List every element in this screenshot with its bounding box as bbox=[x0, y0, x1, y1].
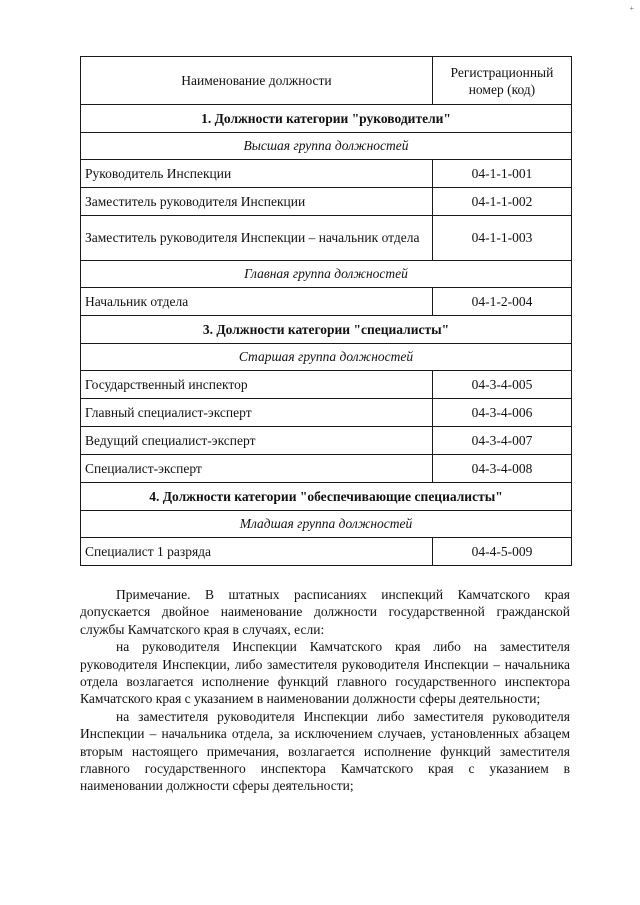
table-row bbox=[81, 288, 572, 316]
positions-table bbox=[80, 56, 572, 566]
group-title: Младшая группа должностей bbox=[81, 511, 572, 538]
note-paragraph: Примечание. В штатных расписаниях инспекций Камчатского края допускается двойное наименование должности государственной гражданской службы Камчатского края в случаях, если: bbox=[80, 587, 570, 637]
group-title: Высшая группа должностей bbox=[81, 133, 572, 160]
table-row bbox=[81, 216, 572, 261]
table-row bbox=[81, 160, 572, 188]
header-registration-code: Регистрационный номер (код) bbox=[432, 57, 571, 105]
registration-code: 04-3-4-007 bbox=[432, 427, 571, 455]
registration-code: 04-1-1-003 bbox=[432, 216, 571, 261]
group-row bbox=[81, 133, 572, 160]
category-row bbox=[81, 105, 572, 133]
group-title: Главная группа должностей bbox=[81, 261, 572, 288]
table-row bbox=[81, 371, 572, 399]
registration-code: 04-1-1-001 bbox=[432, 160, 571, 188]
table-row bbox=[81, 188, 572, 216]
header-position-name: Наименование должности bbox=[81, 57, 433, 105]
registration-code: 04-1-1-002 bbox=[432, 188, 571, 216]
position-name: Заместитель руководителя Инспекции bbox=[81, 188, 433, 216]
category-title: 4. Должности категории "обеспечивающие специалисты" bbox=[81, 483, 572, 511]
note-paragraph: на руководителя Инспекции Камчатского края либо на заместителя руководителя Инспекции, либо заместителя руководителя Инспекции – начальника отдела возлагается исполнение функций главного государственного инспектора Камчатского края с указанием в наименовании должности сферы деятельности; bbox=[80, 639, 570, 707]
category-title: 1. Должности категории "руководители" bbox=[81, 105, 572, 133]
registration-code: 04-3-4-008 bbox=[432, 455, 571, 483]
position-name: Государственный инспектор bbox=[81, 371, 433, 399]
position-name: Ведущий специалист-эксперт bbox=[81, 427, 433, 455]
group-row bbox=[81, 261, 572, 288]
note-paragraph: на заместителя руководителя Инспекции либо заместителя руководителя Инспекции – начальника отдела, за исключением случаев, установленных абзацем вторым настоящего примечания, возлагается исполнение функций заместителя главного государственного инспектора Камчатского края с указанием в наименовании должности сферы деятельности; bbox=[80, 708, 570, 794]
category-title: 3. Должности категории "специалисты" bbox=[81, 316, 572, 344]
registration-code: 04-4-5-009 bbox=[432, 538, 571, 566]
category-row bbox=[81, 483, 572, 511]
table-row bbox=[81, 399, 572, 427]
table-header-row bbox=[81, 57, 572, 105]
corner-mark: + bbox=[629, 4, 634, 13]
position-name: Специалист 1 разряда bbox=[81, 538, 433, 566]
category-row bbox=[81, 316, 572, 344]
table-row bbox=[81, 455, 572, 483]
registration-code: 04-3-4-005 bbox=[432, 371, 571, 399]
table-row bbox=[81, 427, 572, 455]
position-name: Начальник отдела bbox=[81, 288, 433, 316]
table-body bbox=[81, 105, 572, 566]
group-row bbox=[81, 344, 572, 371]
group-title: Старшая группа должностей bbox=[81, 344, 572, 371]
group-row bbox=[81, 511, 572, 538]
note-section bbox=[80, 586, 570, 795]
table-row bbox=[81, 538, 572, 566]
registration-code: 04-1-2-004 bbox=[432, 288, 571, 316]
registration-code: 04-3-4-006 bbox=[432, 399, 571, 427]
position-name: Главный специалист-эксперт bbox=[81, 399, 433, 427]
position-name: Руководитель Инспекции bbox=[81, 160, 433, 188]
position-name: Заместитель руководителя Инспекции – начальник отдела bbox=[81, 216, 433, 261]
position-name: Специалист-эксперт bbox=[81, 455, 433, 483]
